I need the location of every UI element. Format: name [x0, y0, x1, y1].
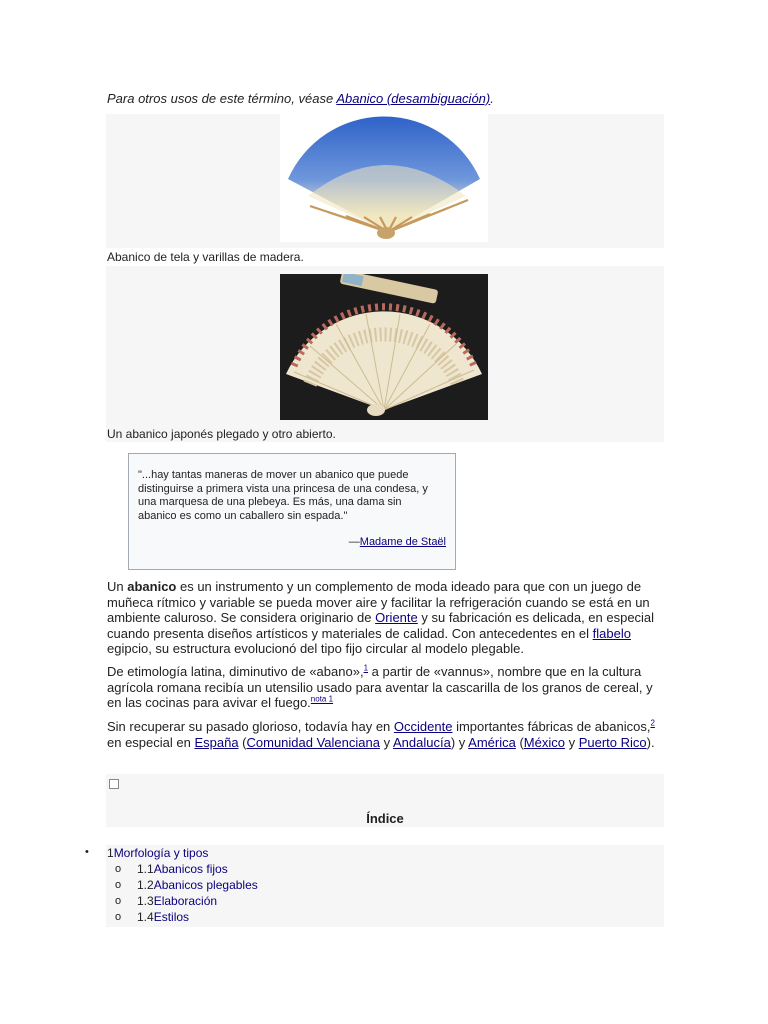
p3-text-2: importantes fábricas de abanicos, [452, 719, 651, 734]
p1-text-4: egipcio, su estructura evolucionó del tipo fijo circular al modelo plegable. [107, 641, 524, 656]
toc-title: Índice [366, 811, 404, 826]
toc-number: 1.3 [137, 894, 154, 908]
toc-bullet-1-2: o [115, 879, 122, 891]
p3-text-5: y [379, 734, 393, 750]
toc-item-estilos[interactable] [137, 910, 189, 924]
p3-text-8: y [564, 734, 579, 750]
figure-caption-2: Un abanico japonés plegado y otro abierto. [107, 427, 336, 441]
blue-fan-image[interactable] [280, 114, 488, 242]
note-1-link[interactable]: nota 1 [310, 694, 334, 704]
p3-text-9: ). [646, 734, 655, 750]
p1-text-3: y su fabricación es delicada, en especial cuando presenta diseños artísticos y materiales de calidad. Con antecedentes en el [107, 610, 655, 641]
toc-bullet-1-1: o [115, 863, 122, 875]
toc-bullet-1: • [85, 846, 89, 858]
espana-link[interactable]: España [194, 734, 239, 750]
quote-dash: — [348, 536, 360, 548]
p1-text-1: Un [107, 579, 128, 594]
flabelo-link[interactable]: flabelo [592, 625, 631, 641]
toc-item-elaboracion[interactable] [137, 894, 217, 908]
toc-box [106, 774, 664, 827]
toc-link-estilos[interactable]: Estilos [153, 910, 190, 924]
america-link[interactable]: América [468, 734, 516, 750]
p2-text-1: De etimología latina, diminutivo de «abano», [107, 664, 364, 679]
oriente-link[interactable]: Oriente [375, 610, 418, 625]
quote-author-link[interactable]: Madame de Staël [359, 536, 446, 548]
figure-caption-1: Abanico de tela y varillas de madera. [107, 250, 304, 264]
toc-number: 1.1 [137, 862, 154, 876]
hatnote-suffix: . [490, 91, 494, 106]
toc-link-abanicos-fijos[interactable]: Abanicos fijos [153, 862, 228, 876]
hatnote-prefix: Para otros usos de este término, véase [107, 91, 337, 106]
p3-text-7: ( [515, 734, 524, 750]
p2-text-2: a partir de «vannus», nombre que en la cultura agrícola romana recibía un utensilio usado para aventar la cascarilla de los granos de cereal, y en las cocinas para avivar el fuego. [107, 664, 653, 710]
quote-box [128, 453, 456, 570]
comunidad-valenciana-link[interactable]: Comunidad Valenciana [246, 734, 380, 750]
toc-toggle-checkbox[interactable] [109, 779, 119, 789]
toc-number: 1 [107, 846, 114, 860]
paragraph-intro [107, 579, 663, 657]
toc-link-morfologia[interactable]: Morfología y tipos [113, 846, 209, 860]
quote-text: "...hay tantas maneras de mover un abanico que puede distinguirse a primera vista una princesa de una condesa, y una marquesa de una plebeya. Es más, una dama sin abanico es como un caballero sin espada." [138, 469, 428, 522]
toc-link-abanicos-plegables[interactable]: Abanicos plegables [153, 878, 258, 892]
toc-item-abanicos-plegables[interactable] [137, 878, 258, 892]
figure-box-2 [106, 266, 664, 442]
toc-number: 1.2 [137, 878, 154, 892]
toc-link-elaboracion[interactable]: Elaboración [153, 894, 218, 908]
mexico-link[interactable]: México [523, 734, 565, 750]
p1-bold-term: abanico [127, 579, 177, 594]
japanese-fan-image[interactable] [280, 274, 488, 420]
reference-1-link[interactable]: 1 [363, 663, 369, 673]
figure-box-1 [106, 114, 664, 248]
toc-item-abanicos-fijos[interactable] [137, 862, 228, 876]
occidente-link[interactable]: Occidente [393, 719, 453, 734]
hatnote [107, 91, 494, 106]
toc-bullet-1-3: o [115, 895, 122, 907]
p1-text-2: es un instrumento y un complemento de moda ideado para que con un juego de muñeca rítmico y variable se pueda mover aire y facilitar la refrigeración cuando se está en un ambiente caluroso. Se considera originario de [107, 579, 650, 625]
puerto-rico-link[interactable]: Puerto Rico [578, 734, 647, 750]
toc-bullet-1-4: o [115, 911, 122, 923]
paragraph-etymology [107, 664, 663, 711]
paragraph-factories [107, 719, 663, 750]
p3-text-6: ) y [450, 734, 469, 750]
p3-text-1: Sin recuperar su pasado glorioso, todavía hay en [107, 719, 394, 734]
reference-2-link[interactable]: 2 [650, 718, 655, 728]
quote-attribution [349, 536, 446, 548]
toc-number: 1.4 [137, 910, 154, 924]
toc-item-morfologia[interactable] [107, 846, 208, 860]
p3-text-4: ( [238, 734, 247, 750]
p3-text-3: en especial en [107, 734, 195, 750]
andalucia-link[interactable]: Andalucía [392, 734, 451, 750]
disambiguation-link[interactable]: Abanico (desambiguación) [336, 91, 491, 106]
